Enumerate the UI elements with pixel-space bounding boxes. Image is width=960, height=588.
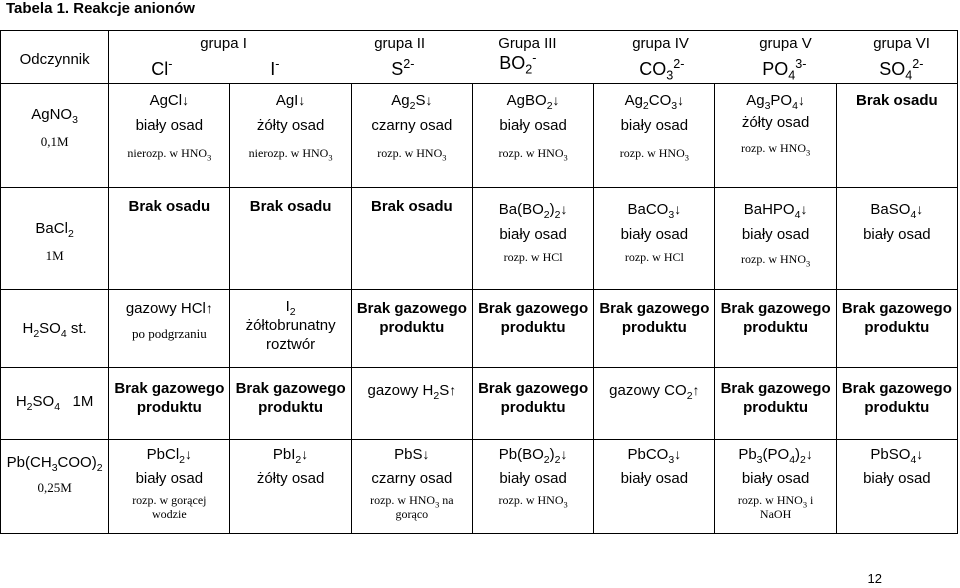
result-cell [472, 290, 593, 368]
precipitate-color: żółty osad [256, 117, 325, 134]
precipitate-color: biały osad [863, 470, 931, 487]
reagent-pb-acetate: $Pb(CH_3COO)_2$ [6, 454, 103, 474]
precipitate-color: biały osad [741, 470, 810, 487]
result-cell [836, 188, 957, 290]
reagent-conc: 0,25M [37, 480, 72, 495]
precipitate-color: biały osad [135, 117, 204, 134]
anion-header-cell [109, 31, 958, 84]
precipitate-color: biały osad [620, 226, 689, 243]
precipitate-formula: PbCl$_2$↓ [146, 446, 193, 466]
result-cell [715, 368, 836, 440]
result-cell [715, 188, 836, 290]
precipitate-formula: $Ag_2S↓$ [391, 92, 433, 112]
precipitate-color: czarny osad [371, 117, 453, 134]
no-gas-product-2: produktu [136, 399, 202, 416]
result-cell [836, 440, 957, 534]
precipitate-formula: PbSO$_4$↓ [870, 446, 924, 466]
result-cell [351, 290, 472, 368]
reagent-agno3: AgNO$_3$ [31, 106, 78, 126]
result-cell [472, 440, 593, 534]
no-gas-product-2: produktu [258, 399, 324, 416]
no-gas-product-2: produktu [743, 399, 809, 416]
result-cell [594, 368, 715, 440]
product-description: żółtobrunatny [245, 317, 336, 334]
result-cell [351, 440, 472, 534]
result-cell [230, 84, 351, 188]
no-gas-product: Brak gazowego [841, 300, 952, 317]
precipitate-formula: AgCl↓ [149, 92, 190, 109]
no-gas-product-2: produktu [743, 319, 809, 336]
no-precipitate: Brak osadu [249, 198, 332, 215]
result-cell [230, 188, 351, 290]
reagent-cell [1, 84, 109, 188]
anion-borate: $BO_2^-$ [499, 51, 537, 77]
table-row-agno3 [1, 84, 958, 188]
header-row [1, 31, 958, 84]
anion-phosphate: $PO_4^{3-}$ [762, 57, 807, 83]
precipitate-formula: PbI$_2$↓ [272, 446, 309, 466]
precipitate-color: biały osad [499, 226, 567, 243]
result-cell [109, 188, 230, 290]
no-gas-product: Brak gazowego [720, 380, 831, 397]
gas-product: gazowy HCl↑ [125, 300, 213, 317]
page-number: 12 [867, 571, 882, 586]
result-cell [230, 290, 351, 368]
precipitate-formula: $Pb(BO_2)_2↓$ [498, 446, 568, 466]
reagent-h2so4-1m: $H_2SO_4$ 1M [15, 393, 94, 413]
group-label-3: Grupa III [498, 35, 557, 52]
precipitate-formula: $Ag_2CO_3↓$ [624, 92, 685, 112]
result-cell [594, 440, 715, 534]
solubility-note: nierozp. w $HNO_3$ [248, 146, 333, 163]
precipitate-color: biały osad [741, 226, 810, 243]
solubility-note-2: wodzie [152, 507, 187, 521]
result-cell [594, 290, 715, 368]
anion-iodide: I- [270, 57, 280, 79]
result-cell [715, 290, 836, 368]
precipitate-color: żółty osad [741, 114, 810, 131]
result-cell [836, 84, 957, 188]
group-label-2: grupa II [374, 35, 426, 52]
table-row-bacl2 [1, 188, 958, 290]
result-cell [715, 84, 836, 188]
no-gas-product-2: produktu [500, 399, 566, 416]
precipitate-color: biały osad [499, 117, 567, 134]
result-cell [230, 440, 351, 534]
result-cell [351, 368, 472, 440]
no-precipitate: Brak osadu [370, 198, 453, 215]
gas-product: gazowy $CO_2↑$ [609, 382, 700, 402]
anion-sulfate: $SO_4^{2-}$ [879, 57, 924, 83]
precipitate-color: biały osad [499, 470, 567, 487]
precipitate-color: biały osad [620, 470, 689, 487]
anion-carbonate: $CO_3^{2-}$ [639, 57, 685, 83]
no-gas-product: Brak gazowego [356, 300, 467, 317]
result-cell [351, 188, 472, 290]
precipitate-formula: $Ba(BO_2)_2↓$ [498, 201, 568, 221]
precipitate-formula: PbS↓ [394, 446, 430, 463]
product-formula: $I_2$ [285, 298, 296, 318]
precipitate-formula: PbCO$_3$↓ [627, 446, 682, 466]
solubility-note: nierozp. w $HNO_3$ [127, 146, 212, 163]
no-gas-product-2: produktu [621, 319, 687, 336]
solubility-note: rozp. w HCl [624, 250, 684, 264]
precipitate-formula: BaSO$_4$↓ [870, 201, 924, 221]
result-cell [715, 440, 836, 534]
result-cell [109, 84, 230, 188]
reagent-conc: 1M [45, 248, 64, 263]
table-title: Tabela 1. Reakcje anionów [6, 0, 195, 17]
reagent-header: Odczynnik [19, 51, 90, 68]
solubility-note: rozp. w gorącej [132, 493, 207, 507]
result-cell [836, 290, 957, 368]
result-cell [836, 368, 957, 440]
reagent-cell [1, 440, 109, 534]
no-gas-product: Brak gazowego [235, 380, 346, 397]
no-gas-product: Brak gazowego [720, 300, 831, 317]
no-gas-product-2: produktu [864, 319, 930, 336]
reagent-cell [1, 368, 109, 440]
precipitate-formula: AgBO$_2$↓ [506, 92, 560, 112]
solubility-note: rozp. w $HNO_3$ [498, 493, 568, 510]
solubility-note: rozp. w $HNO_3$ [498, 146, 568, 163]
solubility-note-2: gorąco [395, 507, 429, 521]
no-gas-product-2: produktu [864, 399, 930, 416]
result-cell [472, 188, 593, 290]
solubility-note: rozp. w $HNO_3$ [619, 146, 689, 163]
result-cell [109, 440, 230, 534]
result-cell [109, 368, 230, 440]
no-gas-product-2: produktu [379, 319, 445, 336]
result-cell [594, 188, 715, 290]
result-cell [109, 290, 230, 368]
reagent-header-cell [1, 31, 109, 84]
no-gas-product: Brak gazowego [478, 300, 589, 317]
result-cell [472, 368, 593, 440]
anion-sulfide: $S^{2-}$ [391, 57, 415, 79]
condition-note: po podgrzaniu [131, 326, 207, 341]
group-label-1: grupa I [200, 35, 247, 52]
reagent-conc: 0,1M [40, 134, 69, 149]
precipitate-color: żółty osad [256, 470, 325, 487]
precipitate-formula: AgI↓ [275, 92, 306, 109]
gas-product: gazowy $H_2S↑$ [367, 382, 457, 402]
result-cell [594, 84, 715, 188]
solubility-note: rozp. w HCl [503, 250, 563, 264]
table-row-h2so4-1m [1, 368, 958, 440]
solubility-note: rozp. w $HNO_3$ na [370, 493, 454, 510]
solubility-note: rozp. w $HNO_3$ i [737, 493, 814, 510]
anion-reactions-table [0, 30, 958, 534]
precipitate-color: biały osad [863, 226, 931, 243]
group-label-4: grupa IV [632, 35, 689, 52]
no-gas-product: Brak gazowego [599, 300, 710, 317]
reagent-bacl2: BaCl$_2$ [35, 220, 74, 240]
precipitate-formula: $Pb_3(PO_4)_2↓$ [738, 446, 813, 466]
table-row-h2so4-conc [1, 290, 958, 368]
precipitate-formula: $Ag_3PO_4↓$ [746, 92, 805, 112]
solubility-note: rozp. w $HNO_3$ [741, 141, 811, 158]
no-precipitate: Brak osadu [856, 92, 938, 109]
precipitate-color: biały osad [135, 470, 204, 487]
precipitate-formula: BaCO$_3$↓ [627, 201, 682, 221]
precipitate-color: czarny osad [371, 470, 453, 487]
reagent-cell [1, 290, 109, 368]
precipitate-formula: BaHPO$_4$↓ [743, 201, 808, 221]
table-row-pb-acetate [1, 440, 958, 534]
no-gas-product: Brak gazowego [114, 380, 225, 397]
no-gas-product: Brak gazowego [841, 380, 952, 397]
solubility-note: rozp. w $HNO_3$ [377, 146, 447, 163]
result-cell [351, 84, 472, 188]
anion-chloride: Cl- [151, 57, 173, 79]
result-cell [472, 84, 593, 188]
precipitate-color: biały osad [620, 117, 689, 134]
reagent-h2so4-conc: $H_2SO_4$ st. [22, 320, 87, 340]
group-label-5: grupa V [759, 35, 812, 52]
result-cell [230, 368, 351, 440]
group-label-6: grupa VI [873, 35, 930, 52]
solubility-note: rozp. w $HNO_3$ [741, 252, 811, 269]
solubility-note-2: NaOH [759, 507, 792, 521]
product-form: roztwór [266, 336, 316, 353]
no-precipitate: Brak osadu [128, 198, 211, 215]
no-gas-product-2: produktu [500, 319, 566, 336]
no-gas-product: Brak gazowego [478, 380, 589, 397]
reagent-cell [1, 188, 109, 290]
